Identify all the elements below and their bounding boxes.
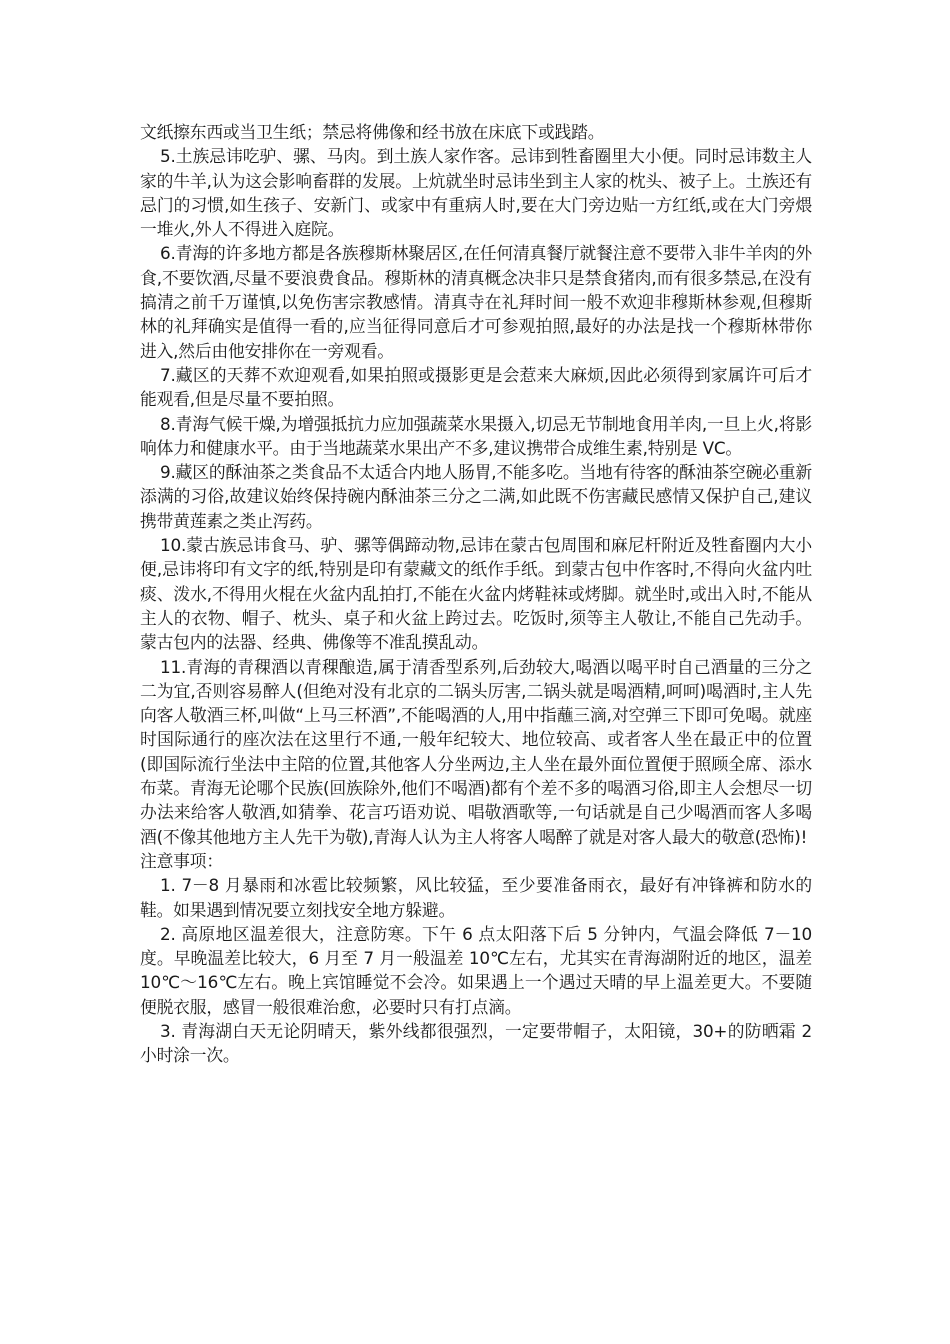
paragraph-item-11: 11.青海的青稞酒以青稞酿造,属于清香型系列,后劲较大,喝酒以喝平时自己酒量的三分之二为宜,否则容易醉人(但绝对没有北京的二锅头厉害,二锅头就是喝酒精,呵呵)喝酒时,主人先向客人敬酒三杯,叫做“上马三杯酒”,不能喝酒的人,用中指蘸三滴,对空弹三下即可免喝。就座时国际通行的座次法在这里行不通,一般年纪较大、地位较高、或者客人坐在最正中的位置(即国际流行坐法中主陪的位置,其他客人分坐两边,主人坐在最外面位置便于照顾全席、添水布菜。青海无论哪个民族(回族除外,他们不喝酒)都有个差不多的喝酒习俗,即主人会想尽一切办法来给客人敬酒,如猜拳、花言巧语劝说、唱敬酒歌等,一句话就是自己少喝酒而客人多喝酒(不像其他地方主人先干为敬),青海人认为主人将客人喝醉了就是对客人最大的敬意(恐怖)!	[140, 656, 812, 847]
paragraph-item-10: 10.蒙古族忌讳食马、驴、骡等偶蹄动物,忌讳在蒙古包周围和麻尼杆附近及牲畜圈内大小便,忌讳将印有文字的纸,特别是印有蒙藏文的纸作手纸。到蒙古包中作客时,不得向火盆内吐痰、泼水,不得用火棍在火盆内乱拍打,不能在火盆内烤鞋袜或烤脚。就坐时,或出入时,不能从主人的衣物、帽子、枕头、桌子和火盆上跨过去。吃饭时,须等主人敬让,不能自己先动手。蒙古包内的法器、经典、佛像等不准乱摸乱动。	[140, 535, 812, 653]
section-heading-notes: 注意事项：	[140, 850, 223, 871]
paragraph-item-5: 5.土族忌讳吃驴、骡、马肉。到土族人家作客。忌讳到牲畜圈里大小便。同时忌讳数主人家的牛羊,认为这会影响畜群的发展。上炕就坐时忌讳坐到主人家的枕头、被子上。土族还有忌门的习惯,如生孩子、安新门、或家中有重病人时,要在大门旁边贴一方红纸,或在大门旁煨一堆火,外人不得进入庭院。	[140, 146, 812, 240]
note-item-3: 3. 青海湖白天无论阴晴天，紫外线都很强烈，一定要带帽子，太阳镜，30+的防晒霜 2 小时涂一次。	[140, 1020, 812, 1066]
paragraph-continuation: 文纸擦东西或当卫生纸；禁忌将佛像和经书放在床底下或践踏。	[140, 122, 605, 142]
note-item-2: 2. 高原地区温差很大，注意防寒。下午 6 点太阳落下后 5 分钟内，气温会降低 7－10 度。早晚温差比较大，6 月至 7 月一般温差 10℃左右，尤其实在青海湖附近的地区，温差 10℃～16℃左右。晚上宾馆睡觉不会冷。如果遇上一个遇过天晴的早上温差更大。不要随便脱衣服，感冒一般很难治愈，必要时只有打点滴。	[140, 923, 812, 1017]
paragraph-item-6: 6.青海的许多地方都是各族穆斯林聚居区,在任何清真餐厅就餐注意不要带入非牛羊肉的外食,不要饮酒,尽量不要浪费食品。穆斯林的清真概念决非只是禁食猪肉,而有很多禁忌,在没有搞清之前千万谨慎,以免伤害宗教感情。清真寺在礼拜时间一般不欢迎非穆斯林参观,但穆斯林的礼拜确实是值得一看的,应当征得同意后才可参观拍照,最好的办法是找一个穆斯林带你进入,然后由他安排你在一旁观看。	[140, 243, 812, 361]
paragraph-item-8: 8.青海气候干燥,为增强抵抗力应加强蔬菜水果摄入,切忌无节制地食用羊肉,一旦上火,将影响体力和健康水平。由于当地蔬菜水果出产不多,建议携带合成维生素,特别是 VC。	[140, 413, 812, 458]
paragraph-item-7: 7.藏区的天葬不欢迎观看,如果拍照或摄影更是会惹来大麻烦,因此必须得到家属许可后才能观看,但是尽量不要拍照。	[140, 364, 812, 410]
document-body	[140, 120, 812, 1068]
paragraph-item-9: 9.藏区的酥油茶之类食品不太适合内地人肠胃,不能多吃。当地有待客的酥油茶空碗必重新添满的习俗,故建议始终保持碗内酥油茶三分之二满,如此既不伤害藏民感情又保护自己,建议携带黄莲素之类止泻药。	[140, 462, 812, 531]
note-item-1: 1. 7－8 月暴雨和冰雹比较频繁，风比较猛，至少要准备雨衣，最好有冲锋裤和防水的鞋。如果遇到情况要立刻找安全地方躲避。	[140, 875, 812, 920]
